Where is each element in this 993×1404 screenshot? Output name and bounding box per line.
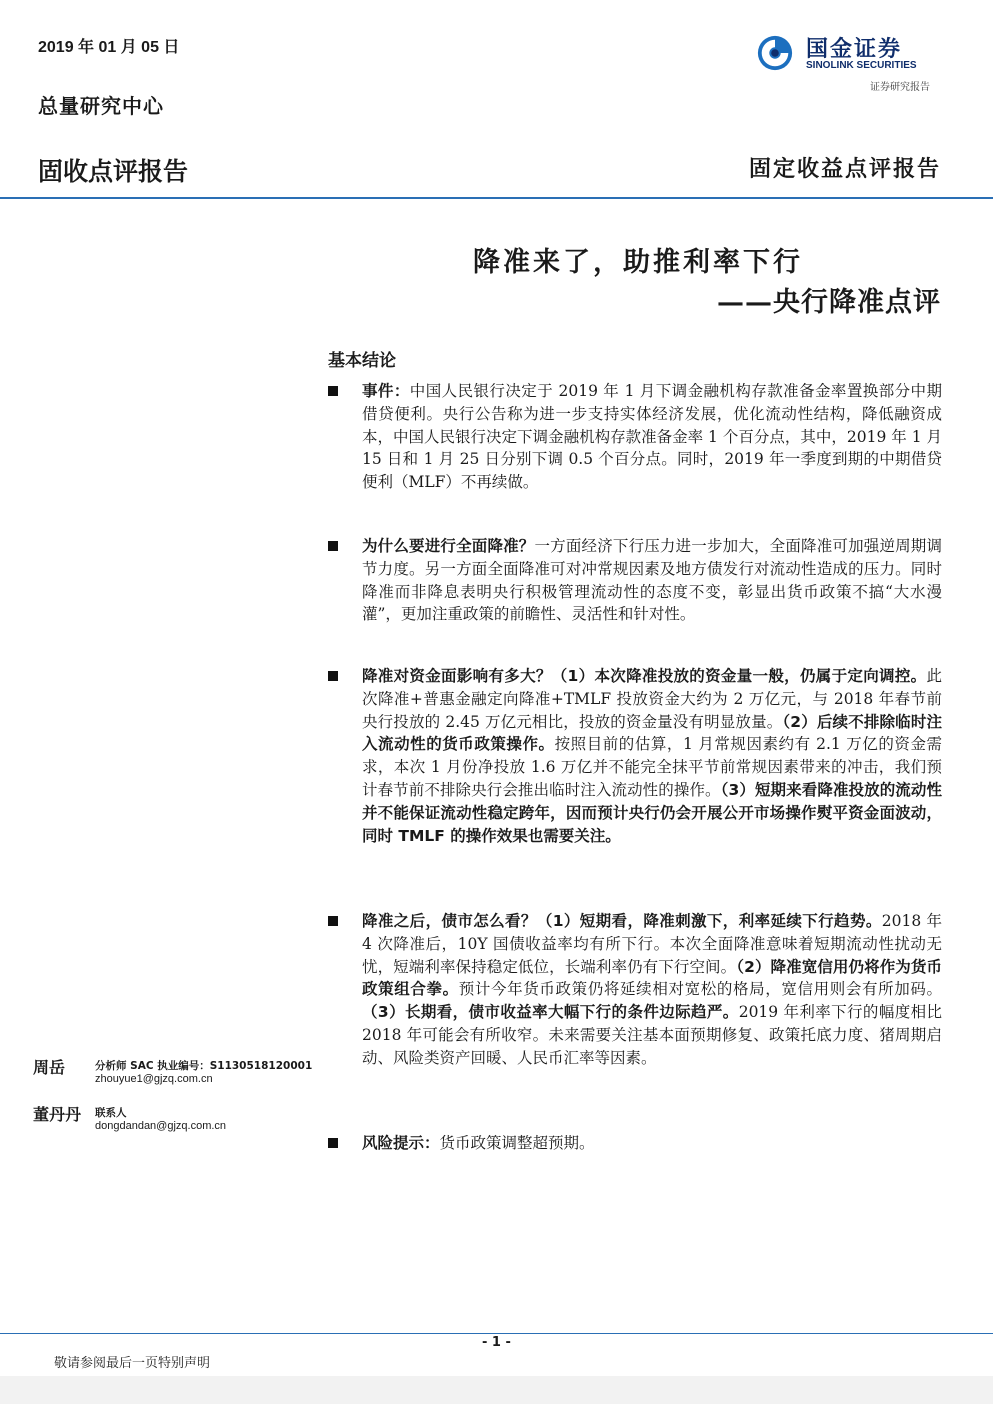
bullet-text bbox=[362, 910, 942, 1070]
bullet-bond-market bbox=[328, 910, 942, 1070]
bullet-body: 此次降准+普惠金融定向降准+TMLF 投放资金大约为 2 万亿元，与 2018 年春节前央行投放的 2.45 万亿元相比，投放的资金量没有明显放量。 bbox=[362, 667, 942, 731]
report-type-right: 固定收益点评报告 bbox=[748, 156, 941, 182]
bullet-body: 中国人民银行决定于 2019 年 1 月下调金融机构存款准备金率置换部分中期借贷便利。央行公告称为进一步支持实体经济发展，优化流动性结构，降低融资成本，中国人民银行决定下调金融机构存款准备金率 1 个百分点，其中，2019 年 1 月 15 日和 1 月 25 日分别下调 0.5 个百分点。同时，2019 年一季度到期的中期借贷便利（MLF）不再续做。 bbox=[362, 382, 942, 492]
logo-en-text: SINOLINK SECURITIES bbox=[806, 60, 917, 71]
bullet-bold: 降准对资金面影响有多大？（1）本次降准投放的资金量一般，仍属于定向调控。 bbox=[362, 667, 927, 685]
report-title: 降准来了，助推利率下行 bbox=[473, 247, 803, 278]
bullet-why bbox=[328, 535, 942, 626]
bullet-body-2: 预计今年货币政策仍将延续相对宽松的格局，宽信用则会有所加码。 bbox=[458, 980, 942, 999]
bullet-square-icon bbox=[328, 1138, 338, 1148]
footer-disclaimer: 敬请参阅最后一页特别声明 bbox=[54, 1356, 211, 1371]
bullet-body-2: 按照目前的估算，1 月常规因素约有 2.1 万亿的资金需求，本次 1 月份净投放 1.6 万亿并不能完全抹平节前常规因素带来的冲击，我们预计春节前不排除央行会推出临时注入流动性的操作。 bbox=[362, 735, 942, 799]
bullet-square-icon bbox=[328, 916, 338, 926]
analyst-email[interactable]: zhouyue1@gjzq.com.cn bbox=[95, 1073, 213, 1085]
analyst-role: 联系人 bbox=[95, 1107, 127, 1119]
analyst-name: 周岳 bbox=[33, 1058, 66, 1077]
section-heading: 基本结论 bbox=[328, 351, 396, 371]
bullet-bold-3: （3）短期来看降准投放的流动性并不能保证流动性稳定跨年，因而预计央行仍会开展公开市场操作熨平资金面波动，同时 TMLF 的操作效果也需要关注。 bbox=[362, 780, 942, 845]
bullet-bold: 风险提示： bbox=[362, 1134, 440, 1152]
bullet-text bbox=[362, 535, 942, 626]
bullet-risk bbox=[328, 1132, 942, 1155]
header-divider bbox=[0, 197, 993, 199]
company-logo bbox=[756, 32, 946, 96]
bullet-event bbox=[328, 380, 942, 494]
logo-mark-icon bbox=[756, 34, 794, 72]
report-date: 2019 年 01 月 05 日 bbox=[38, 39, 180, 56]
bullet-square-icon bbox=[328, 671, 338, 681]
report-type-left: 固收点评报告 bbox=[38, 157, 189, 186]
bullet-body: 一方面经济下行压力进一步加大，全面降准可加强逆周期调节力度。另一方面全面降准可对冲常规因素及地方债发行对流动性造成的压力。同时降准而非降息表明央行积极管理流动性的态度不变，彰显出货币政策不搞“大水漫灌”，更加注重政策的前瞻性、灵活性和针对性。 bbox=[362, 537, 942, 624]
bullet-bold-2: （2）降准宽信用仍将作为货币政策组合拳。 bbox=[362, 957, 942, 999]
bullet-liquidity bbox=[328, 665, 942, 847]
bullet-body-3: 2019 年利率下行的幅度相比 2018 年可能会有所收窄。未来需要关注基本面预期修复、政策托底力度、猪周期启动、风险类资产回暖、人民币汇率等因素。 bbox=[362, 1003, 942, 1067]
analyst-role: 分析师 SAC 执业编号：S1130518120001 bbox=[95, 1060, 313, 1072]
research-center: 总量研究中心 bbox=[38, 94, 164, 118]
logo-cn-text: 国金证券 bbox=[806, 37, 903, 62]
page-number: - 1 - bbox=[482, 1335, 511, 1350]
analyst-email[interactable]: dongdandan@gjzq.com.cn bbox=[95, 1120, 227, 1132]
bullet-bold-3: （3）长期看，债市收益率大幅下行的条件边际趋严。 bbox=[362, 1003, 739, 1022]
bullet-square-icon bbox=[328, 386, 338, 396]
footer-divider bbox=[0, 1333, 993, 1334]
bullet-bold: 事件： bbox=[362, 382, 410, 400]
analyst-name: 董丹丹 bbox=[33, 1105, 82, 1124]
bullet-text bbox=[362, 665, 942, 847]
bullet-text bbox=[362, 1132, 942, 1155]
bullet-body: 2018 年 4 次降准后，10Y 国债收益率均有所下行。本次全面降准意味着短期流动性扰动无忧，短端利率保持稳定低位，长端利率仍有下行空间。 bbox=[362, 912, 942, 976]
bullet-bold: 降准之后，债市怎么看？（1）短期看，降准刺激下，利率延续下行趋势。 bbox=[362, 912, 882, 930]
bullet-bold: 为什么要进行全面降准？ bbox=[362, 537, 535, 555]
report-subtitle: ——央行降准点评 bbox=[717, 287, 941, 318]
bullet-square-icon bbox=[328, 541, 338, 551]
bullet-bold-2: （2）后续不排除临时注入流动性的货币政策操作。 bbox=[362, 712, 942, 754]
logo-subtitle: 证券研究报告 bbox=[870, 82, 930, 93]
bullet-text bbox=[362, 380, 942, 494]
bullet-body: 货币政策调整超预期。 bbox=[439, 1134, 595, 1152]
footer-band bbox=[0, 1376, 993, 1404]
